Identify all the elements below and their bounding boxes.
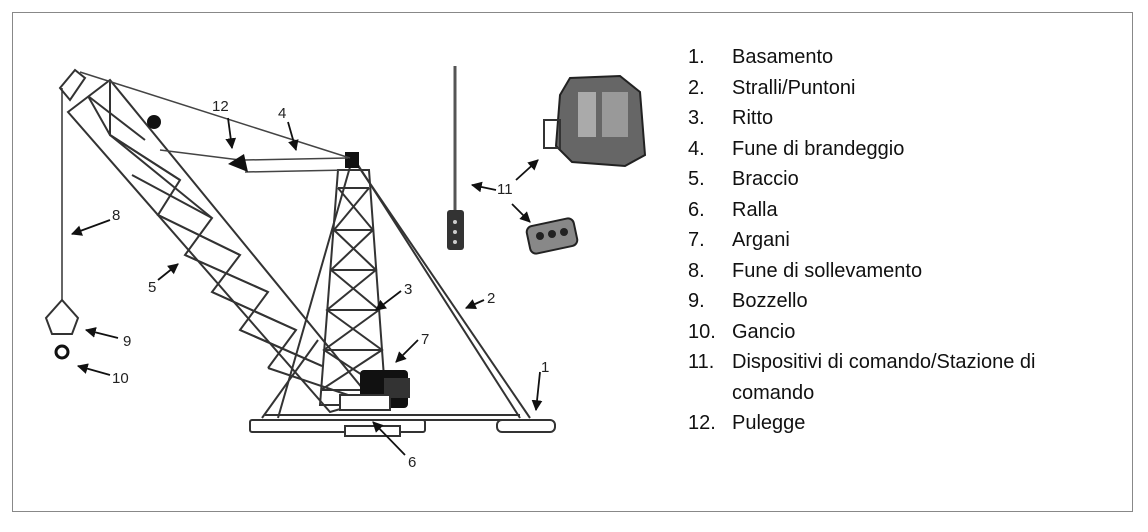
legend-text: Ralla [732,198,778,221]
callout-9: 9 [123,333,132,350]
legend-number: 3. [688,107,705,129]
legend-item [688,134,1112,165]
boom [60,70,372,412]
legend-item [688,286,1112,317]
callout-1: 1 [541,359,550,376]
callout-12: 12 [212,98,229,115]
legend-list [688,42,1112,439]
callout-4: 4 [278,105,287,122]
legend-text: Pulegge [732,412,806,434]
legend-number: 1. [688,46,705,68]
callout-arrows [72,118,540,455]
pendant-control [447,66,464,250]
legend-item [688,195,1112,226]
legend-item [688,73,1112,104]
callout-10: 10 [112,370,129,387]
crane-base [250,415,555,436]
legend-item [688,164,1112,195]
legend-text: Bozzello [732,290,808,312]
legend-number: 11. [688,351,715,373]
legend-item [688,225,1112,256]
legend-text: Stralli/Puntoni [732,76,856,99]
legend-number: 10. [688,320,716,343]
legend-number: 2. [688,76,705,99]
legend-text: Braccio [732,168,799,190]
callout-3: 3 [404,281,413,298]
legend-item [688,103,1112,134]
legend-text: Fune di brandeggio [732,137,905,160]
operator-cab [544,76,645,166]
legend-text: Fune di sollevamento [732,259,923,282]
legend-number: 6. [688,198,705,221]
legend-text: Dispositivi di comando/Stazione di comando [732,351,1036,404]
legend-number: 9. [688,290,705,312]
legend-number: 5. [688,168,705,190]
luffing-pulley [228,154,248,172]
legend-text: Basamento [732,46,834,68]
legend-number: 7. [688,229,705,251]
legend-item [688,317,1112,348]
legend-item [688,408,1112,439]
callout-2: 2 [487,290,496,307]
callout-5: 5 [148,279,157,296]
hook [56,346,68,358]
callout-8: 8 [112,207,121,224]
boom-pulley [147,115,161,129]
legend-text: Gancio [732,320,796,343]
legend-item [688,256,1112,287]
legend-text: Argani [732,229,790,251]
legend-number: 8. [688,259,705,282]
callout-11: 11 [497,181,513,198]
legend-text: Ritto [732,107,774,129]
callout-7: 7 [421,331,430,348]
hook-block [46,300,78,334]
legend-item [688,42,1112,73]
legend-item [688,347,1112,408]
legend-number: 12. [688,412,716,434]
mast-top-pulley [345,152,359,168]
radio-remote [526,217,579,254]
legend-number: 4. [688,137,705,160]
callout-6: 6 [408,454,417,471]
